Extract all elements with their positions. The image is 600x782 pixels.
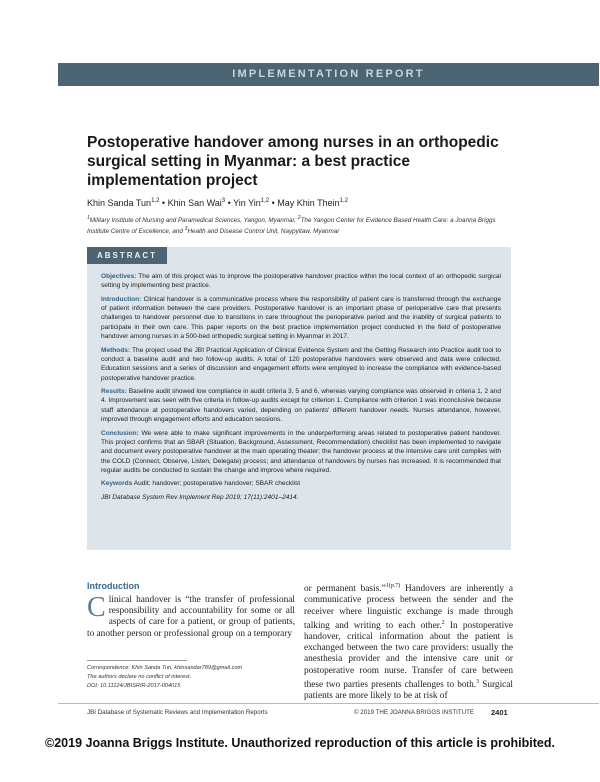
abstract-section-heading: Introduction: [101,295,142,303]
copyright-watermark: ©2019 Joanna Briggs Institute. Unauthorized reproduction of this article is prohibited. [45,736,555,750]
abstract-section-heading: Keywords [101,480,133,488]
reference-marker: 2 [441,619,445,626]
reference-marker: 3 [476,678,480,685]
affiliation-text: Military Institute of Nursing and Paramedical Sciences, Yangon, Myanmar, [89,217,298,225]
author-name: Khin Sanda Tun [87,198,152,208]
introduction-left-column [87,592,295,640]
abstract-conclusion [101,429,501,475]
abstract-introduction [101,295,501,341]
author-affiliation-number: 1,2 [151,198,160,204]
author-affiliation-number: 3 [221,198,226,204]
abstract-keywords [101,479,501,488]
drop-cap: C [87,592,106,623]
abstract-section-heading: Methods: [101,346,131,354]
abstract-section-text: Audit; handover; postoperative handover; SBAR checklist [132,480,301,488]
introduction-text: Surgical patients are more likely to be at risk of [304,679,514,702]
author-separator: • [269,198,278,208]
abstract-label: ABSTRACT [87,247,167,264]
conflict-note: The authors declare no conflict of interest. [87,674,192,680]
footer-copyright: © 2019 THE JOANNA BRIGGS INSTITUTE [354,709,474,716]
page-number: 2401 [491,708,508,717]
abstract-objectives [101,272,501,291]
affiliation-text: Health and Disease Control Unit, Naypyitaw, Myanmar [187,228,340,236]
abstract-section-text: The aim of this project was to improve the postoperative handover practice within the local context of an orthopedic surgical setting by implementing best practice. [101,273,501,290]
abstract-section-text: The project used the JBI Practical Application of Clinical Evidence System and the Getting Research into Practice audit tool to conduct a baseline audit and two follow-up audits. A total of 120 postoperative handovers were observed and data were collected. Education sessions and a series of discussion and engagement efforts were employed to increase the compliance with evidence-based postoperative handover practice. [101,346,501,382]
affiliations [87,214,497,236]
abstract-section-heading: Objectives: [101,273,137,280]
footnotes [87,664,297,691]
affiliation-number: 3 [184,226,188,233]
abstract-section-heading: Results: [101,388,127,396]
journal-citation: JBI Database System Rev Implement Rep 2019; 17(11):2401–2414. [101,494,299,502]
introduction-right-column [304,581,513,702]
article-title: Postoperative handover among nurses in an orthopedic surgical setting in Myanmar: a best practice implementation project [87,134,499,189]
abstract-section-heading: Conclusion: [101,429,139,437]
abstract-results [101,387,501,424]
author-name: Khin San Wai [167,198,222,208]
introduction-heading: Introduction [87,581,140,591]
abstract-section-text: Clinical handover is a communicative process where the responsibility of patient care is transferred through the exchange of patient information between the care providers. Postoperative handover is an important phase of perioperative care that presents challenges to handover personnel due to transitions in care throughout the perioperative period and the inability of surgical patients to participate in their own care. This paper reports on the best practice implementation project conducted in the field of postoperative handover among nurses in a 500-bed orthopedic surgical setting in Myanmar in 2017. [101,295,501,341]
author-affiliation-number: 1,2 [339,198,349,204]
abstract-methods [101,346,501,383]
doi-note: DOI: 10.11124/JBISRIR-2017-004015 [87,683,181,689]
footer-journal-name: JBI Database of Systematic Reviews and Implementation Reports [87,709,268,716]
abstract-section-text: We were able to make significant improvements in the underperforming areas related to postoperative patient handover. This project confirms that an SBAR (Situation, Background, Assessment, Recommendation) checklist has been implemented to navigate and document every postoperative handover at the main operating theater; the handover process at the intensive care unit complies with the COLD (Connect, Observe, Listen, Delegate) process; and attendance of handovers by nurses has increased. It is recommended that regular audits be conducted to sustain the change and improve where required. [101,429,501,474]
affiliation-text: The Yangon Center for Evidence Based Health Care: a Joanna Briggs Institute Centre of Excellence, and [87,217,496,236]
author-separator: • [225,198,234,208]
introduction-text: In postoperative handover, critical information about the patient is exchanged between the two care providers: usually the anesthesia provider and the intensive care unit or postoperative room nurse. Transfer of care between these two parties presents challenges to both. [304,620,513,690]
section-banner: IMPLEMENTATION REPORT [58,63,599,86]
introduction-text: Handovers are inherently a communicative process between the sender and the receiver where linguistic exchange is made through talking and writing to each other. [304,584,513,631]
reference-marker: 1(p.7) [385,583,401,589]
abstract-body [101,272,501,507]
introduction-text: linical handover is “the transfer of professional responsibility and accountability for some or all aspects of care for a patient, or group of patients, to another person or professional group on a temporary [87,595,295,639]
author-affiliation-number: 1,2 [260,198,270,204]
author-name: Yin Yin [233,198,261,208]
footnote-divider [87,660,187,661]
author-name: May Khin Thein [277,198,340,208]
footer-divider [58,703,599,704]
introduction-text: or permanent basis.” [304,584,386,595]
abstract-section-text: Baseline audit showed low compliance in audit criteria 3, 5 and 6, whereas varying compliance was observed in criteria 1, 2 and 4. Improvement was seen with five criteria in follow-up audits except for criterion 1. Compliance with criterion 1 was inconclusive because staff attendance at postoperative handovers varied, depending on patients' different handover needs. Nurses attendance, however, improved through engagement efforts and education sessions. [101,388,501,424]
correspondence-note: Correspondence: Khin Sanda Tun, khinsandar789@gmail.com [87,665,243,671]
author-list [87,198,348,208]
affiliation-number: 2 [297,215,301,221]
author-separator: • [159,198,168,208]
affiliation-number: 1 [87,215,90,221]
